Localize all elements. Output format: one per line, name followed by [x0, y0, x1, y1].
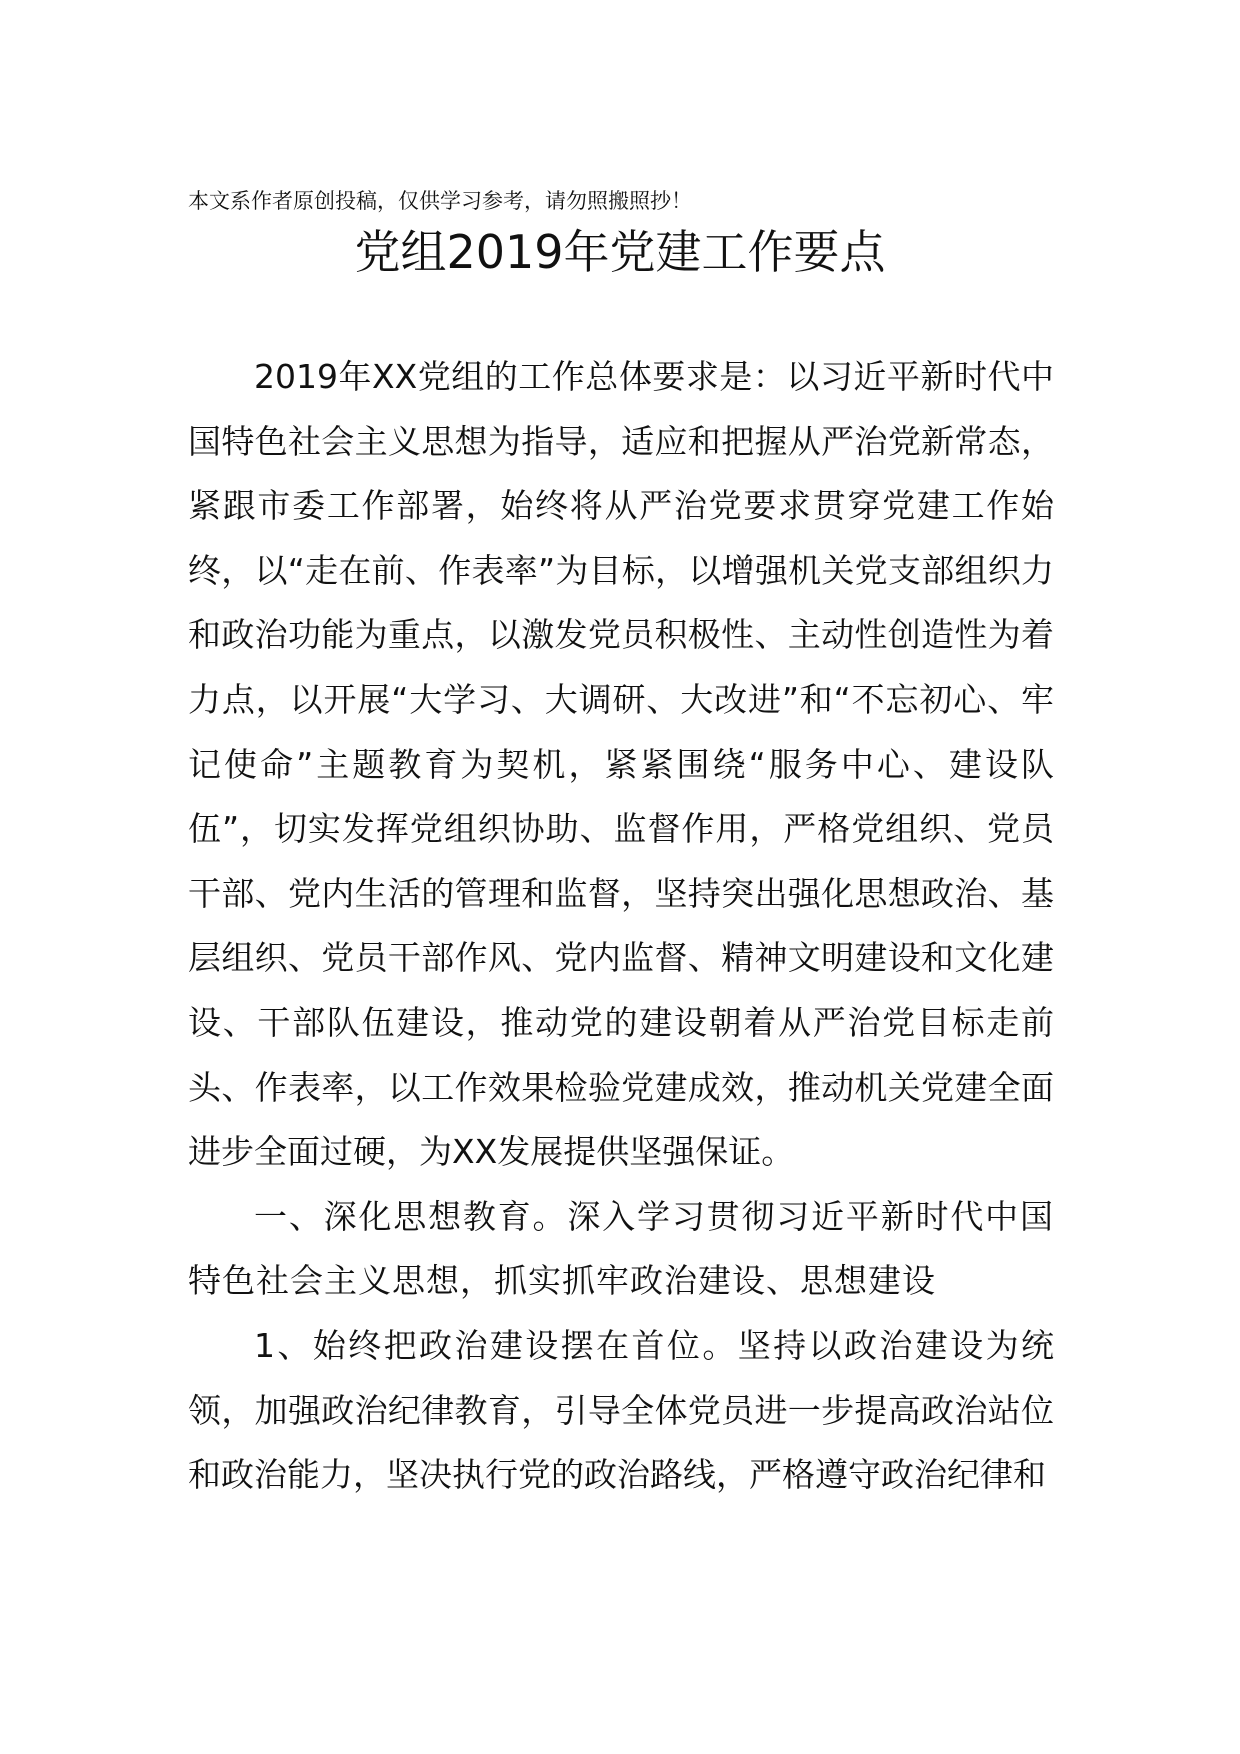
copyright-notice: 本文系作者原创投稿，仅供学习参考，请勿照搬照抄！	[188, 189, 692, 213]
paragraph-item-1: 1、始终把政治建设摆在首位。坚持以政治建设为统领，加强政治纪律教育，引导全体党员进一步提高政治站位和政治能力，坚决执行党的政治路线，严格遵守政治纪律和	[188, 1325, 1054, 1495]
section-heading-1: 一、深化思想教育。深入学习贯彻习近平新时代中国特色社会主义思想，抓实抓牢政治建设、思想建设	[188, 1196, 1054, 1301]
paragraph-overview: 2019年XX党组的工作总体要求是：以习近平新时代中国特色社会主义思想为指导，适应和把握从严治党新常态，紧跟市委工作部署，始终将从严治党要求贯穿党建工作始终，以“走在前、作表率”为目标，以增强机关党支部组织力和政治功能为重点，以激发党员积极性、主动性创造性为着力点，以开展“大学习、大调研、大改进”和“不忘初心、牢记使命”主题教育为契机，紧紧围绕“服务中心、建设队伍”，切实发挥党组织协助、监督作用，严格党组织、党员干部、党内生活的管理和监督，坚持突出强化思想政治、基层组织、党员干部作风、党内监督、精神文明建设和文化建设、干部队伍建设，推动党的建设朝着从严治党目标走前头、作表率，以工作效果检验党建成效，推动机关党建全面进步全面过硬，为XX发展提供坚强保证。	[188, 357, 1054, 1172]
document-title: 党组2019年党建工作要点	[354, 225, 886, 279]
document-body	[188, 345, 1054, 1508]
